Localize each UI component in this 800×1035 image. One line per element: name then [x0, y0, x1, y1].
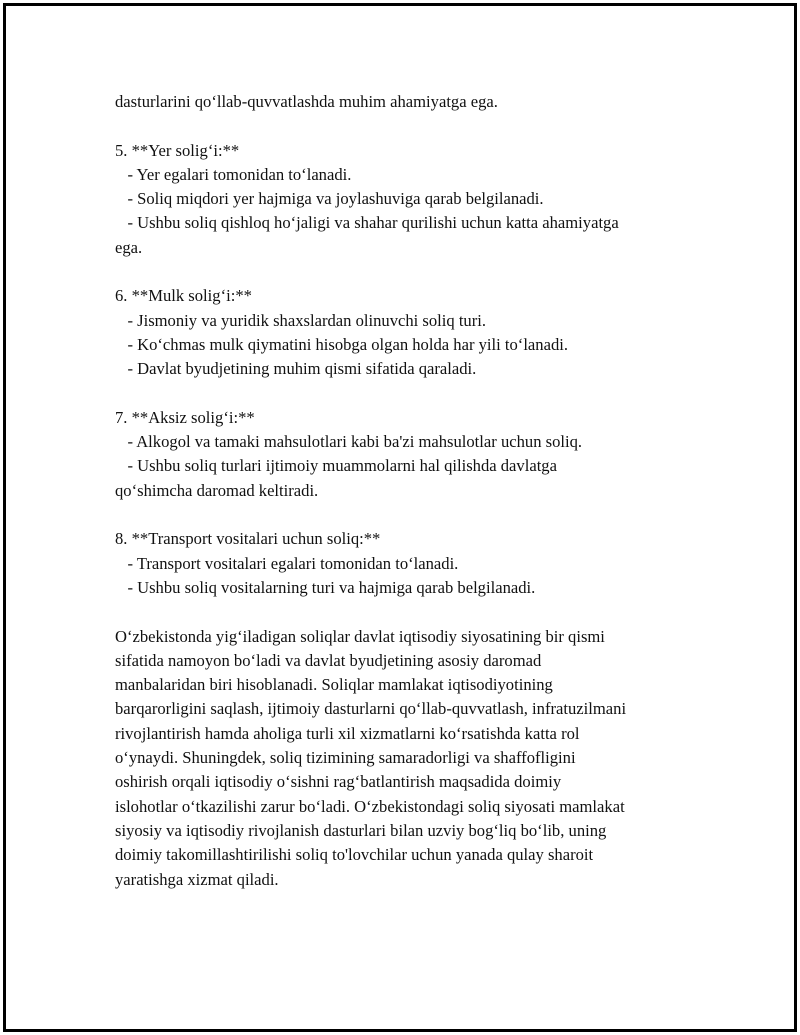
section-line: - Ko‘chmas mulk qiymatini hisobga olgan holda har yili to‘lanadi. — [115, 334, 569, 354]
section-line: - Ushbu soliq qishloq ho‘jaligi va shahar qurilishi uchun katta ahamiyatga — [115, 213, 619, 233]
paragraph-gap — [115, 382, 695, 406]
conclusion-line: rivojlantirish hamda aholiga turli xil xizmatlarni ko‘rsatishda katta rol — [115, 723, 580, 743]
conclusion-paragraph — [115, 625, 695, 892]
paragraph-gap — [115, 114, 695, 138]
section-transport-solig — [115, 527, 695, 600]
section-line: qo‘shimcha daromad keltiradi. — [115, 480, 319, 500]
conclusion-line: manbalaridan biri hisoblanadi. Soliqlar mamlakat iqtisodiyotining — [115, 675, 553, 695]
section-line: ega. — [115, 237, 143, 257]
section-line: - Transport vositalari egalari tomonidan to‘lanadi. — [115, 553, 459, 573]
conclusion-line: oshirish orqali iqtisodiy o‘sishni rag‘batlantirish maqsadida doimiy — [115, 772, 562, 792]
conclusion-line: islohotlar o‘tkazilishi zarur bo‘ladi. O‘zbekistondagi soliq siyosati mamlakat — [115, 796, 625, 816]
section-yer-solig — [115, 139, 695, 260]
section-line: - Alkogol va tamaki mahsulotlari kabi ba'zi mahsulotlar uchun soliq. — [115, 432, 583, 452]
section-line: - Yer egalari tomonidan to‘lanadi. — [115, 164, 352, 184]
section-line: - Jismoniy va yuridik shaxslardan olinuvchi soliq turi. — [115, 310, 487, 330]
paragraph-gap — [115, 260, 695, 284]
paragraph-gap — [115, 503, 695, 527]
conclusion-line: O‘zbekistonda yig‘iladigan soliqlar davlat iqtisodiy siyosatining bir qismi — [115, 626, 605, 646]
conclusion-line: yaratishga xizmat qiladi. — [115, 869, 279, 889]
section-line: - Ushbu soliq turlari ijtimoiy muammolarni hal qilishda davlatga — [115, 456, 557, 476]
section-heading: 6. **Mulk solig‘i:** — [115, 286, 252, 306]
section-heading: 8. **Transport vositalari uchun soliq:** — [115, 529, 381, 549]
paragraph-gap — [115, 600, 695, 624]
document-body — [115, 90, 695, 892]
conclusion-line: o‘ynaydi. Shuningdek, soliq tizimining samaradorligi va shaffofligini — [115, 748, 576, 768]
section-line: - Soliq miqdori yer hajmiga va joylashuviga qarab belgilanadi. — [115, 189, 544, 209]
conclusion-line: siyosiy va iqtisodiy rivojlanish dasturlari bilan uzviy bog‘liq bo‘lib, uning — [115, 820, 607, 840]
section-mulk-solig — [115, 284, 695, 381]
section-heading: 5. **Yer solig‘i:** — [115, 140, 240, 160]
section-line: - Ushbu soliq vositalarning turi va hajmiga qarab belgilanadi. — [115, 577, 536, 597]
section-aksiz-solig — [115, 406, 695, 503]
section-heading: 7. **Aksiz solig‘i:** — [115, 407, 255, 427]
conclusion-line: barqarorligini saqlash, ijtimoiy dasturlarni qo‘llab-quvvatlash, infratuzilmani — [115, 699, 627, 719]
conclusion-line: sifatida namoyon bo‘ladi va davlat byudjetining asosiy daromad — [115, 650, 542, 670]
conclusion-line: doimiy takomillashtirilishi soliq to'lovchilar uchun yanada qulay sharoit — [115, 845, 594, 865]
intro-line: dasturlarini qo‘llab-quvvatlashda muhim ahamiyatga ega. — [115, 92, 498, 111]
section-line: - Davlat byudjetining muhim qismi sifatida qaraladi. — [115, 359, 477, 379]
